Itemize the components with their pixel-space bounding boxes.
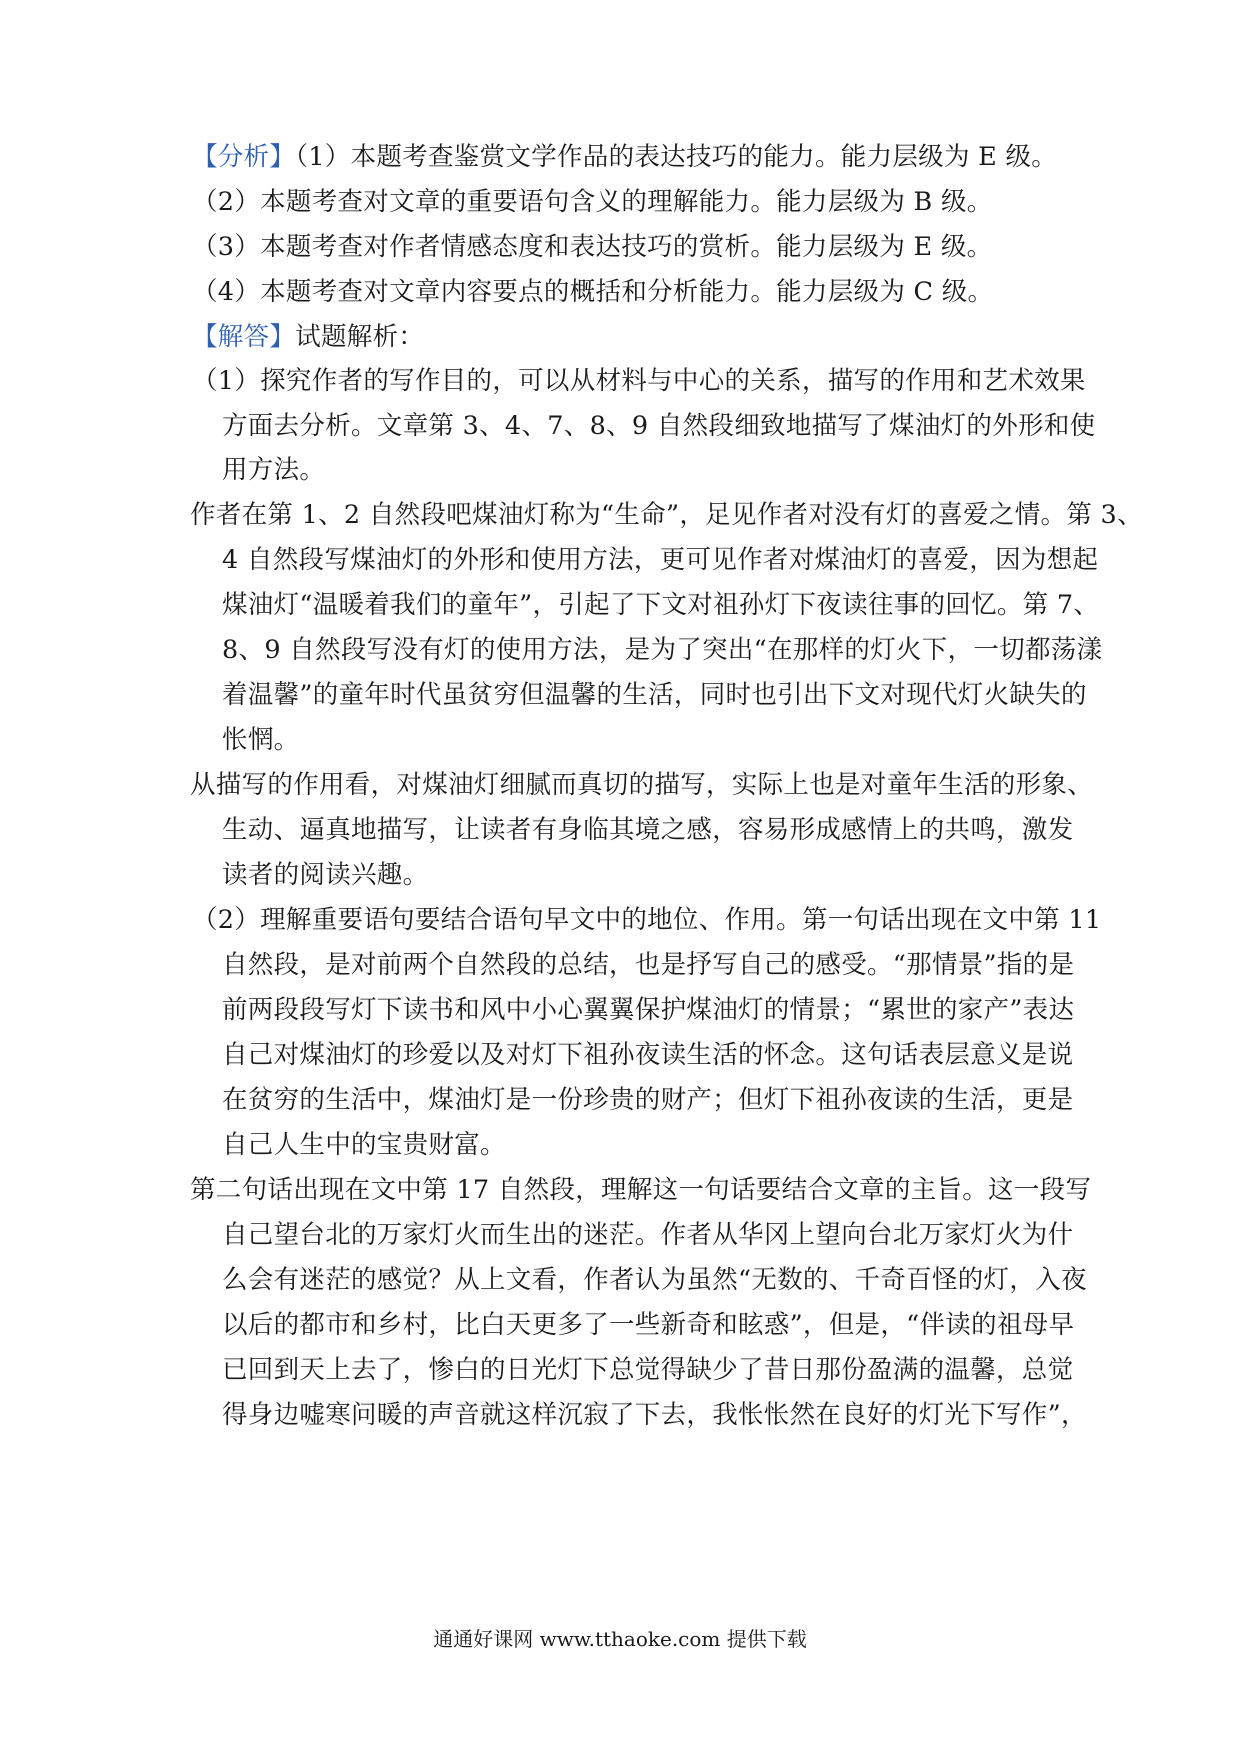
analysis-item-1: （1）本题考查鉴赏文学作品的表达技巧的能力。能力层级为 E 级。 (295, 142, 1058, 172)
answer-line: 自己望台北的万家灯火而生出的迷茫。作者从华冈上望向台北万家灯火为什 (222, 1220, 1074, 1250)
answer-line: 用方法。 (222, 455, 326, 485)
analysis-item-3: （3）本题考查对作者情感态度和表达技巧的赏析。能力层级为 E 级。 (192, 232, 993, 262)
answer-line: 已回到天上去了，惨白的日光灯下总觉得缺少了昔日那份盈满的温馨，总觉 (222, 1355, 1074, 1385)
answer-line: 方面去分析。文章第 3、4、7、8、9 自然段细致地描写了煤油灯的外形和使 (222, 411, 1096, 441)
answer-line: （2）理解重要语句要结合语句早文中的地位、作用。第一句话出现在文中第 11 (192, 905, 1102, 935)
answer-tag: 【解答】 (192, 322, 296, 352)
analysis-item-4: （4）本题考查对文章内容要点的概括和分析能力。能力层级为 C 级。 (192, 277, 994, 307)
answer-line: 4 自然段写煤油灯的外形和使用方法，更可见作者对煤油灯的喜爱，因为想起 (222, 545, 1099, 575)
answer-line: 怅惘。 (222, 725, 300, 755)
answer-line: 煤油灯“温暖着我们的童年”，引起了下文对祖孙灯下夜读往事的回忆。第 7、 (222, 590, 1100, 620)
answer-line: 前两段段写灯下读书和风中小心翼翼保护煤油灯的情景；“累世的家产”表达 (222, 995, 1075, 1025)
answer-line: 从描写的作用看，对煤油灯细腻而真切的描写，实际上也是对童年生活的形象、 (190, 770, 1094, 800)
analysis-item-2: （2）本题考查对文章的重要语句含义的理解能力。能力层级为 B 级。 (192, 187, 993, 217)
answer-line: 作者在第 1、2 自然段吧煤油灯称为“生命”，足见作者对没有灯的喜爱之情。第 3、 (190, 500, 1143, 530)
answer-line: 着温馨”的童年时代虽贫穷但温馨的生活，同时也引出下文对现代灯火缺失的 (222, 680, 1087, 710)
answer-intro: 试题解析： (295, 322, 425, 352)
answer-line: 得身边嘘寒问暖的声音就这样沉寂了下去，我怅怅然在良好的灯光下写作”， (222, 1400, 1087, 1430)
answer-line: 自己人生中的宝贵财富。 (222, 1130, 506, 1160)
answer-line: 8、9 自然段写没有灯的使用方法，是为了突出“在那样的灯火下，一切都荡漾 (222, 635, 1103, 665)
analysis-line-1 (192, 140, 1057, 174)
answer-line: 么会有迷茫的感觉？从上文看，作者认为虽然“无数的、千奇百怪的灯，入夜 (222, 1265, 1087, 1295)
answer-line: （1）探究作者的写作目的，可以从材料与中心的关系，描写的作用和艺术效果 (192, 366, 1086, 396)
answer-header (192, 320, 424, 354)
answer-line: 读者的阅读兴趣。 (222, 860, 429, 890)
answer-line: 自然段，是对前两个自然段的总结，也是抒写自己的感受。“那情景”指的是 (222, 950, 1075, 980)
answer-line: 在贫穷的生活中，煤油灯是一份珍贵的财产；但灯下祖孙夜读的生活，更是 (222, 1085, 1074, 1115)
answer-line: 第二句话出现在文中第 17 自然段，理解这一句话要结合文章的主旨。这一段写 (190, 1175, 1092, 1205)
answer-line: 生动、逼真地描写，让读者有身临其境之感，容易形成感情上的共鸣，激发 (222, 815, 1074, 845)
page-footer: 通通好课网 www.tthaoke.com 提供下载 (433, 1627, 807, 1651)
answer-line: 以后的都市和乡村，比白天更多了一些新奇和眩惑”，但是，“伴读的祖母早 (222, 1310, 1075, 1340)
analysis-tag: 【分析】 (192, 142, 296, 172)
answer-line: 自己对煤油灯的珍爱以及对灯下祖孙夜读生活的怀念。这句话表层意义是说 (222, 1040, 1074, 1070)
